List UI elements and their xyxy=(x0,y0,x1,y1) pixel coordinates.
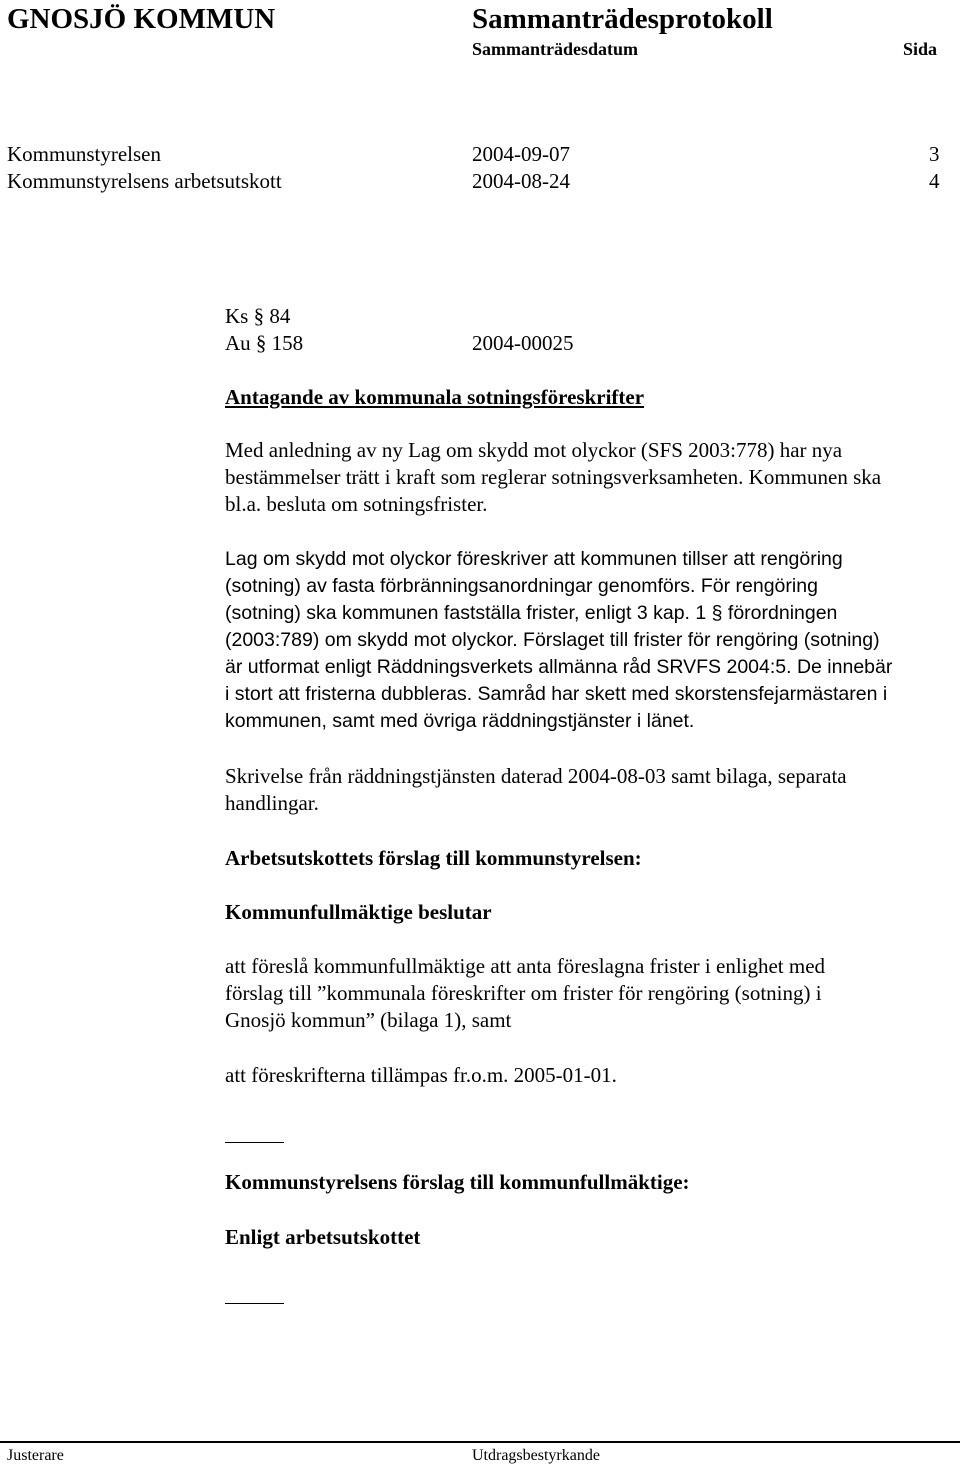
case-title: Antagande av kommunala sotningsföreskrifter xyxy=(225,385,645,409)
paragraph-law-description xyxy=(225,546,960,735)
decision-line: Gnosjö kommun” (bilaga 1), samt xyxy=(225,1008,512,1032)
section-separator xyxy=(225,1142,284,1143)
footer-adjuster-label: Justerare xyxy=(7,1447,64,1464)
paragraph-line: är utformat enligt Räddningsverkets allmänna råd SRVFS 2004:5. De innebär xyxy=(225,656,893,678)
meeting-page-1: 3 xyxy=(929,142,940,166)
paragraph-documents xyxy=(225,763,960,817)
paragraph-line: (sotning) ska kommunen fastställa frister, enligt 3 kap. 1 § förordningen xyxy=(225,602,838,624)
ks-proposal-heading: Kommunstyrelsens förslag till kommunfullmäktige: xyxy=(225,1170,690,1194)
au-proposal-heading: Arbetsutskottets förslag till kommunstyrelsen: xyxy=(225,846,642,870)
paragraph-line: Skrivelse från räddningstjänsten daterad 2004-08-03 samt bilaga, separata xyxy=(225,764,847,788)
decision-clause-2: att föreskrifterna tillämpas fr.o.m. 2005-01-01. xyxy=(225,1063,617,1087)
meeting-date-label: Sammanträdesdatum xyxy=(472,39,639,59)
footer-certification-label: Utdragsbestyrkande xyxy=(472,1447,600,1464)
page-label: Sida xyxy=(903,39,938,59)
paragraph-line: handlingar. xyxy=(225,791,319,815)
meeting-date-1: 2004-09-07 xyxy=(472,142,570,166)
municipality-name: GNOSJÖ KOMMUN xyxy=(7,3,276,35)
paragraph-background xyxy=(225,437,960,518)
decision-line: förslag till ”kommunala föreskrifter om frister för rengöring (sotning) i xyxy=(225,981,822,1005)
case-number: 2004-00025 xyxy=(472,331,574,355)
decision-line: att föreslå kommunfullmäktige att anta föreslagna frister i enlighet med xyxy=(225,954,826,978)
meeting-date-2: 2004-08-24 xyxy=(472,169,570,193)
ks-proposal-text: Enligt arbetsutskottet xyxy=(225,1225,421,1249)
paragraph-line: kommunen, samt med övriga räddningstjänster i länet. xyxy=(225,710,695,732)
kf-decides-heading: Kommunfullmäktige beslutar xyxy=(225,900,492,924)
meeting-page-2: 4 xyxy=(929,169,940,193)
paragraph-line: bestämmelser trätt i kraft som reglerar sotningsverksamheten. Kommunen ska xyxy=(225,465,882,489)
footer-divider xyxy=(0,1441,960,1443)
ks-reference: Ks § 84 xyxy=(225,304,291,328)
meeting-body-2: Kommunstyrelsens arbetsutskott xyxy=(7,169,282,193)
paragraph-line: bl.a. besluta om sotningsfrister. xyxy=(225,492,488,516)
au-reference: Au § 158 xyxy=(225,331,304,355)
section-separator xyxy=(225,1303,284,1304)
paragraph-line: Lag om skydd mot olyckor föreskriver att kommunen tillser att rengöring xyxy=(225,548,843,570)
document-title: Sammanträdesprotokoll xyxy=(472,3,773,35)
paragraph-line: (sotning) av fasta förbränningsanordningar genomförs. För rengöring xyxy=(225,575,818,597)
paragraph-line: (2003:789) om skydd mot olyckor. Förslaget till frister för rengöring (sotning) xyxy=(225,629,880,651)
meeting-body-1: Kommunstyrelsen xyxy=(7,142,161,166)
paragraph-line: i stort att fristerna dubbleras. Samråd har skett med skorstensfejarmästaren i xyxy=(225,683,888,705)
decision-clause-1 xyxy=(225,953,960,1034)
paragraph-line: Med anledning av ny Lag om skydd mot olyckor (SFS 2003:778) har nya xyxy=(225,438,843,462)
